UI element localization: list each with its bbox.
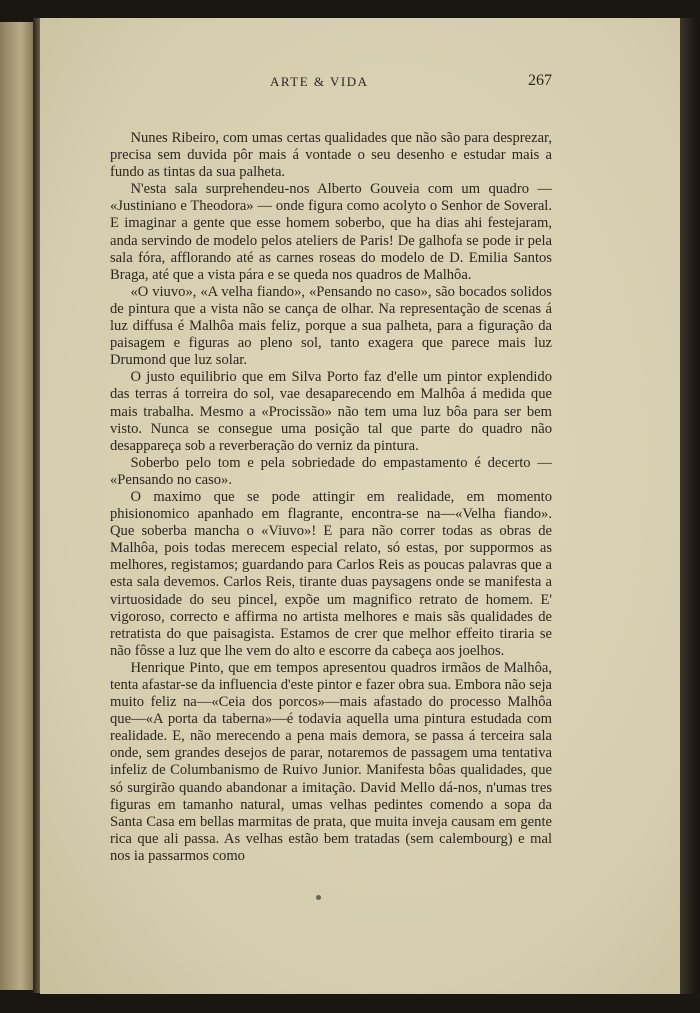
paragraph: O maximo que se pode attingir em realidade, em momento phisionomico apanhado em flagrante, encontra-se na—«Velha fiando». Que soberba mancha o «Viuvo»! E para não correr todas as obras de Malhôa, pois todas merecem especial relato, só estas, por suppormos as melhores, registamos; guardando para Carlos Reis as poucas palavras que a esta sala devemos. Carlos Reis, tirante duas paysagens onde se manifesta a virtuosidade do seu pincel, expõe um magnifico retrato de homem. E' vigoroso, correcto e affirma no artista melhores e mais sãs qualidades de retratista do que paisagista. Estamos de crer que melhor effeito tiraria se não fôsse a luz que lhe vem do alto e escorre da cabeça aos joelhos. xyxy=(110,488,552,659)
running-head: ARTE & VIDA xyxy=(270,74,369,89)
page-header xyxy=(40,72,680,96)
body-text xyxy=(110,130,552,865)
paragraph: N'esta sala surprehendeu-nos Alberto Gouveia com um quadro — «Justiniano e Theodora» — onde figura como acolyto o Senhor de Soveral. E imaginar a gente que esse homem soberbo, que ha dias ahi festejaram, anda servindo de modelo pelos ateliers de Paris! De galhofa se pode ir pela sala fóra, afflorando até as carnes roseas do modelo de D. Emilia Santos Braga, até que a vista pára e se queda nos quadros de Malhôa. xyxy=(110,181,552,283)
ink-spot xyxy=(316,895,321,900)
paragraph: O justo equilibrio que em Silva Porto faz d'elle um pintor explendido das terras á torreira do sol, vae desaparecendo em Malhôa á medida que mais trabalha. Mesmo a «Procissão» não tem uma luz bôa para ser bem visto. Nunca se consegue uma posição tal que parte do quadro não desappareça sob a reverberação do verniz da pintura. xyxy=(110,369,552,454)
paragraph: Henrique Pinto, que em tempos apresentou quadros irmãos de Malhôa, tenta afastar-se da influencia d'este pintor e fazer obra sua. Embora não seja muito feliz na—«Ceia dos porcos»—mais afastado do processo Malhôa que—«A porta da taberna»—é todavia aquella uma pintura estudada com realidade. E, não merecendo a pena mais demora, se passa á terceira sala onde, sem grandes desejos de parar, notaremos de passagem uma tentativa infeliz de Columbanismo de Ruivo Junior. Manifesta bôas qualidades, que só surgirão quando abandonar a imitação. David Mello dá-nos, n'umas tres figuras em tamanho natural, umas velhas pedintes comendo a sopa da Santa Casa em bellas marmitas de prata, que muita inveja causam em gente rica que ali passa. As velhas estão bem tratadas (sem calembourg) e mal nos ia passarmos como xyxy=(110,659,552,864)
paragraph: «O viuvo», «A velha fiando», «Pensando no caso», são bocados solidos de pintura que a vista não se cança de olhar. Na representação de scenas á luz diffusa é Malhôa mais feliz, porque a sua palheta, para a figuração da paisagem e figuras ao pleno sol, tanto exagera que parece mais luz Drumond que luz solar. xyxy=(110,283,552,369)
paragraph: Nunes Ribeiro, com umas certas qualidades que não são para desprezar, precisa sem duvida pôr mais á vontade o seu desenho e estudar mais a fundo as tintas da sua palheta. xyxy=(110,130,552,181)
paragraph: Soberbo pelo tom e pela sobriedade do empastamento é decerto — «Pensando no caso». xyxy=(110,454,552,488)
page-number: 267 xyxy=(528,72,552,89)
page-edge-shadow xyxy=(680,18,700,994)
